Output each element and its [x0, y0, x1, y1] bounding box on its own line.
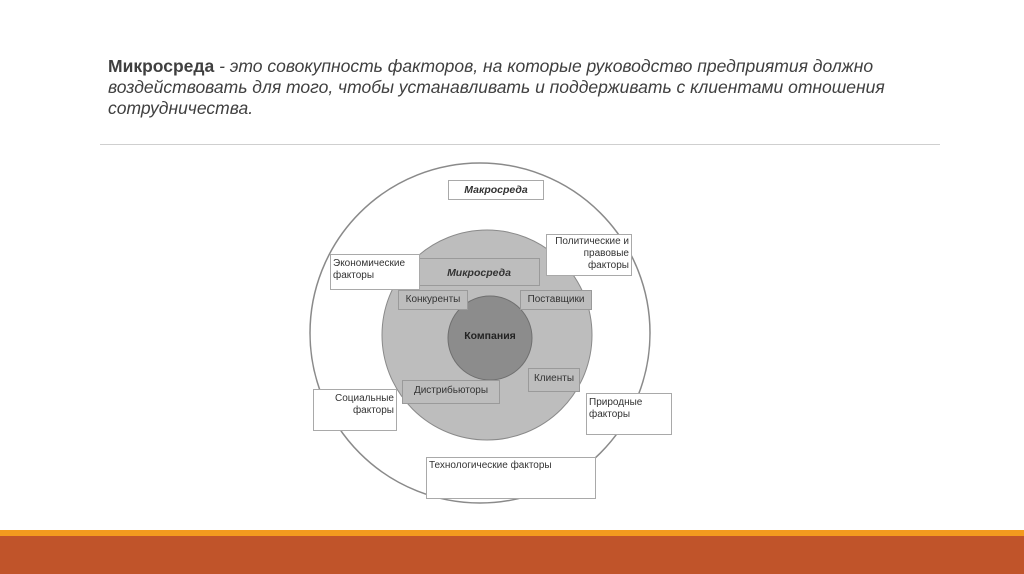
distributors-box: Дистрибьюторы — [402, 380, 500, 404]
suppliers-box: Поставщики — [520, 290, 592, 310]
footer-band — [0, 536, 1024, 574]
political-factors-box: Политические и правовые факторы — [546, 234, 632, 276]
natural-factors-box: Природные факторы — [586, 393, 672, 435]
micro-environment-label: Микросреда — [418, 258, 540, 286]
company-label: Компания — [464, 330, 516, 342]
economic-factors-box: Экономические факторы — [330, 254, 420, 290]
clients-box: Клиенты — [528, 368, 580, 392]
heading-term: Микросреда — [108, 56, 215, 76]
competitors-box: Конкуренты — [398, 290, 468, 310]
social-factors-box: Социальные факторы — [313, 389, 397, 431]
heading-definition: - это совокупность факторов, на которые руководство предприятия должно воздействовать для того, чтобы устанавливать и поддерживать с клиентами отношения сотрудничества. — [108, 56, 885, 118]
macro-environment-label: Макросреда — [448, 180, 544, 200]
technological-factors-box: Технологические факторы — [426, 457, 596, 499]
